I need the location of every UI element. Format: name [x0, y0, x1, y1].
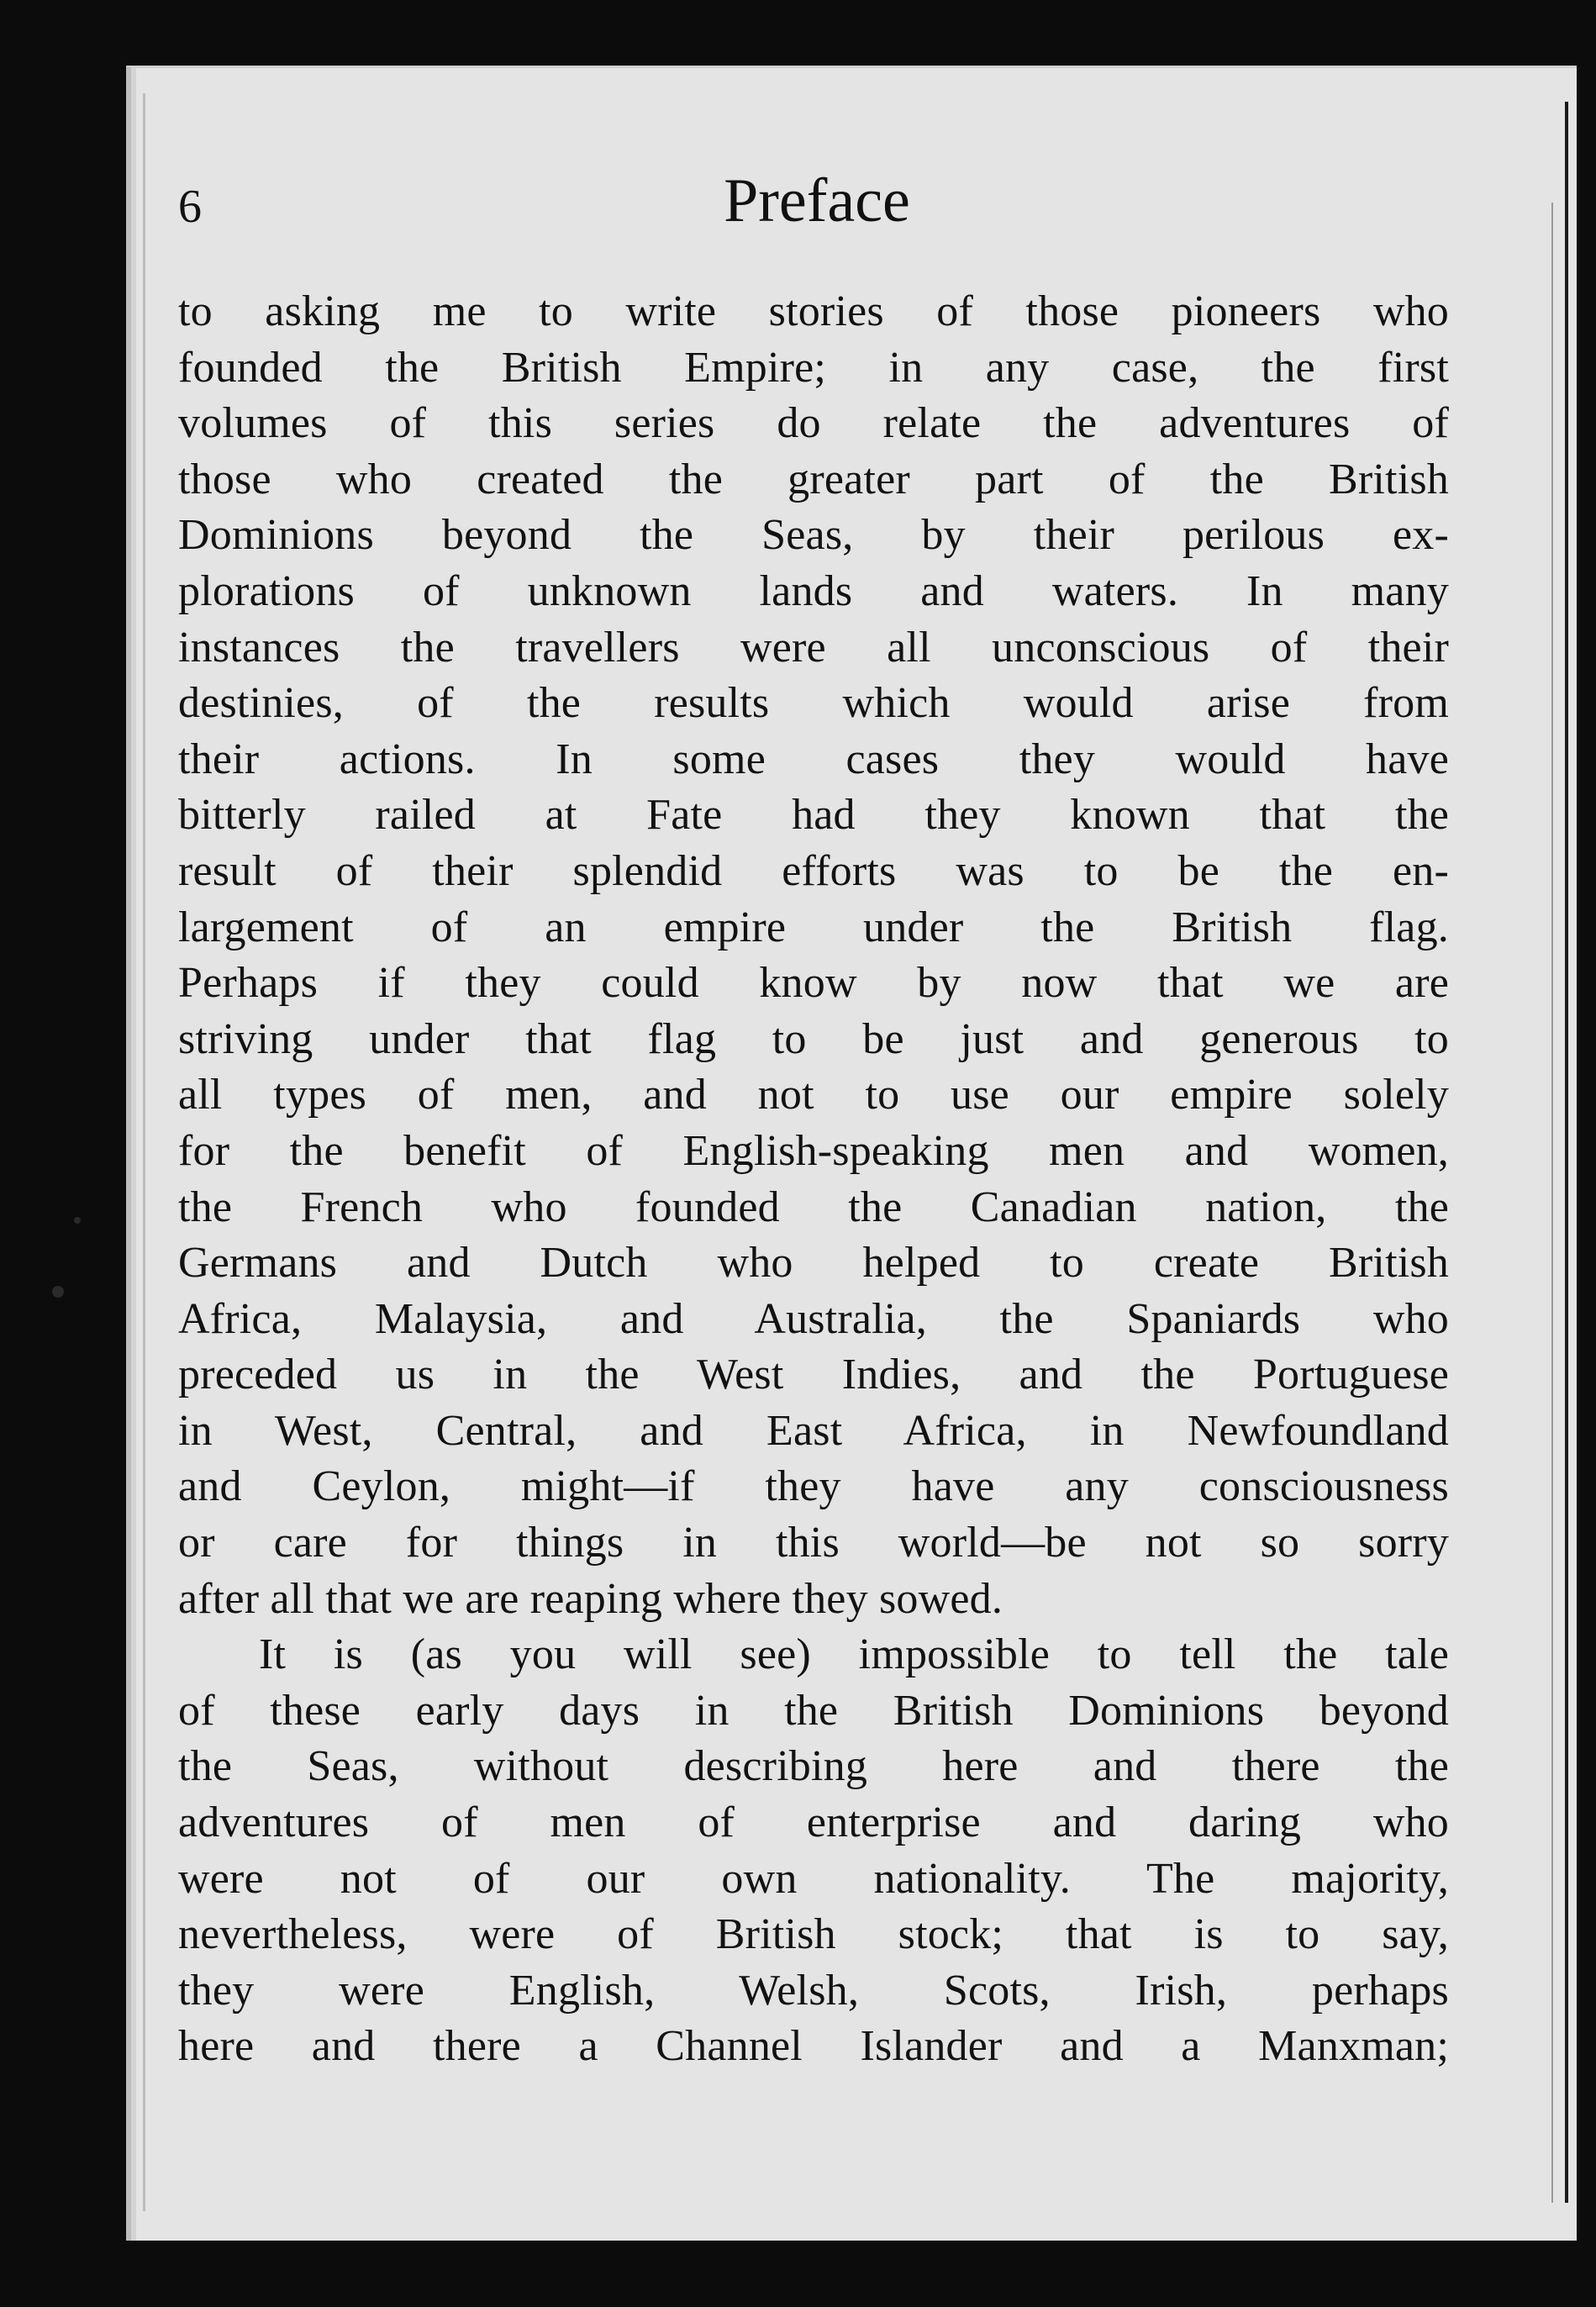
paragraph-start-line: It is (as you will see) impossible to tell the tale	[259, 1630, 1449, 1679]
text-line: instances the travellers were all unconscious of their	[178, 623, 1449, 672]
text-line: Africa, Malaysia, and Australia, the Spaniards who	[178, 1294, 1449, 1343]
page-gutter-line-light	[1551, 203, 1553, 2203]
text-line: Germans and Dutch who helped to create British	[178, 1239, 1449, 1288]
text-line: for the benefit of English-speaking men and women,	[178, 1126, 1449, 1175]
page-edge-shadow	[143, 93, 145, 2211]
text-line: here and there a Channel Islander and a Manxman;	[178, 2022, 1449, 2071]
text-line: and Ceylon, might—if they have any consciousness	[178, 1462, 1449, 1511]
text-line: they were English, Welsh, Scots, Irish, perhaps	[178, 1966, 1449, 2015]
page-gutter-line	[1565, 102, 1568, 2203]
text-line: volumes of this series do relate the adventures of	[178, 399, 1449, 448]
text-line: of these early days in the British Dominions beyond	[178, 1686, 1449, 1735]
text-line: destinies, of the results which would arise from	[178, 679, 1449, 728]
text-line: in West, Central, and East Africa, in Newfoundland	[178, 1406, 1449, 1455]
text-line: striving under that flag to be just and generous to	[178, 1014, 1449, 1063]
text-line: adventures of men of enterprise and daring who	[178, 1799, 1449, 1847]
text-line: the Seas, without describing here and there the	[178, 1742, 1449, 1791]
text-line: preceded us in the West Indies, and the Portuguese	[178, 1351, 1449, 1399]
text-line: those who created the greater part of the British	[178, 455, 1449, 503]
scan-speck	[74, 1217, 81, 1224]
text-line: were not of our own nationality. The majority,	[178, 1854, 1449, 1903]
text-line: largement of an empire under the British flag.	[178, 903, 1449, 951]
text-line: Dominions beyond the Seas, by their perilous ex-	[178, 511, 1449, 560]
text-line: the French who founded the Canadian nation, the	[178, 1182, 1449, 1231]
body-text	[178, 284, 1449, 2075]
text-line: all types of men, and not to use our empire solely	[178, 1071, 1449, 1119]
text-line: or care for things in this world—be not so sorry	[178, 1519, 1449, 1567]
scan-speck	[52, 1286, 64, 1298]
text-line: founded the British Empire; in any case, the first	[178, 343, 1449, 392]
text-line: to asking me to write stories of those pioneers who	[178, 287, 1449, 335]
text-line: bitterly railed at Fate had they known that the	[178, 791, 1449, 840]
text-line: result of their splendid efforts was to be the en-	[178, 846, 1449, 895]
running-title: Preface	[724, 166, 910, 235]
page-header	[178, 118, 1456, 235]
paragraph-end-line: after all that we are reaping where they sowed.	[178, 1574, 1003, 1623]
text-line: plorations of unknown lands and waters. In many	[178, 566, 1449, 615]
text-line: Perhaps if they could know by now that we are	[178, 959, 1449, 1008]
text-line: their actions. In some cases they would have	[178, 735, 1449, 783]
page-number: 6	[178, 181, 202, 233]
text-line: nevertheless, were of British stock; that is to say,	[178, 1910, 1449, 1959]
